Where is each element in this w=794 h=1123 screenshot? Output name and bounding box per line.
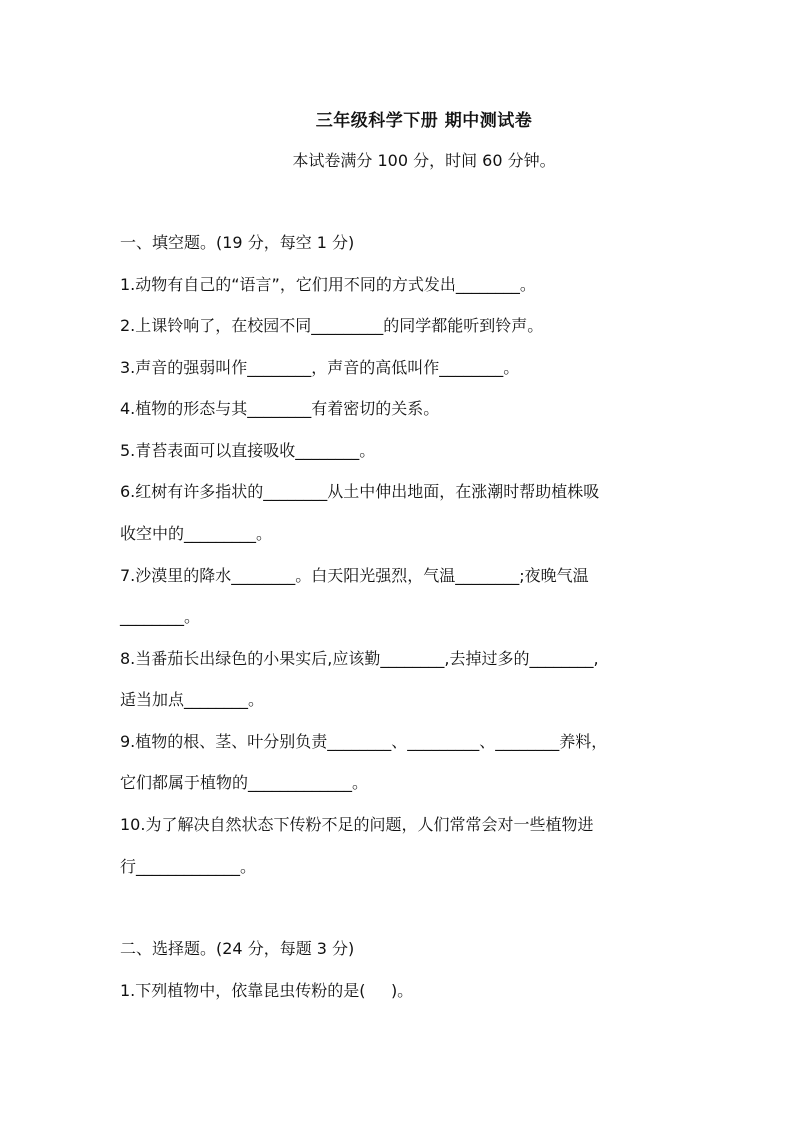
question-line: 7.沙漠里的降水________。白天阳光强烈，气温________;夜晚气温: [120, 566, 589, 585]
question-line: 8.当番茄长出绿色的小果实后,应该勤________,去掉过多的________,: [120, 649, 599, 668]
page-subtitle: 本试卷满分 100 分，时间 60 分钟。: [292, 151, 556, 170]
question-line: 1.动物有自己的“语言”，它们用不同的方式发出________。: [120, 275, 536, 294]
question-line: 4.植物的形态与其________有着密切的关系。: [120, 399, 440, 418]
question-line: 10.为了解决自然状态下传粉不足的问题，人们常常会对一些植物进: [120, 815, 594, 834]
question-line: 1.下列植物中，依靠昆虫传粉的是( )。: [120, 981, 414, 1000]
section-1-heading: 一、填空题。(19 分，每空 1 分): [120, 233, 355, 252]
page-title: 三年级科学下册 期中测试卷: [315, 111, 533, 131]
question-line: 5.青苔表面可以直接吸收________。: [120, 441, 376, 460]
question-line: 9.植物的根、茎、叶分别负责________、_________、________养料，: [120, 732, 608, 751]
question-line: ________。: [120, 607, 201, 626]
question-line: 2.上课铃响了，在校园不同_________的同学都能听到铃声。: [120, 316, 544, 335]
question-line: 适当加点________。: [120, 690, 265, 709]
question-line: 3.声音的强弱叫作________，声音的高低叫作________。: [120, 358, 520, 377]
question-line: 收空中的_________。: [120, 524, 273, 543]
question-line: 它们都属于植物的_____________。: [120, 773, 369, 792]
question-line: 6.红树有许多指状的________从土中伸出地面，在涨潮时帮助植株吸: [120, 482, 600, 501]
question-line: 行_____________。: [120, 857, 257, 876]
section-2-heading: 二、选择题。(24 分，每题 3 分): [120, 939, 355, 958]
